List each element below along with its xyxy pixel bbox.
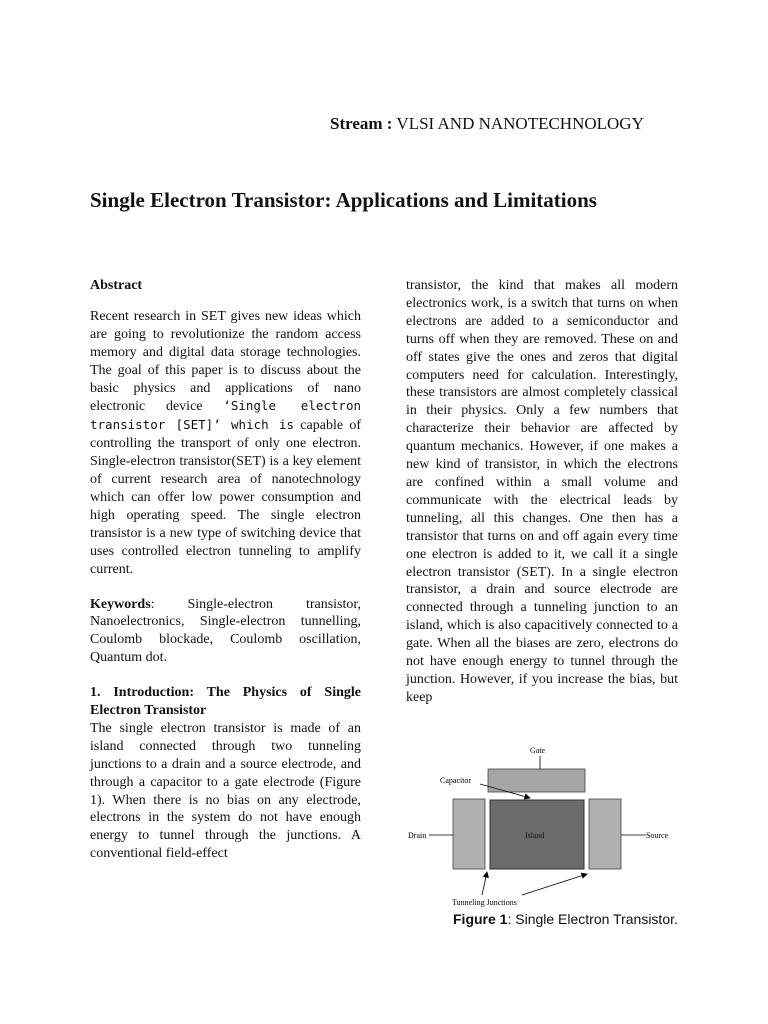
set-diagram [402, 742, 692, 910]
keywords-paragraph [90, 596, 361, 668]
intro-heading: 1. Introduction: The Physics of Single Electron Transistor [90, 685, 361, 719]
abstract-body [90, 308, 361, 579]
keywords-text: : Single-electron transistor, Nanoelectronics, Single-electron tunnelling, Coulomb blockade, Coulomb oscillation, Quantum dot. [90, 596, 361, 666]
abstract-heading: Abstract [90, 278, 143, 293]
stream-label: Stream : [330, 114, 393, 133]
keywords-label: Keywords [90, 596, 151, 612]
paper-title: Single Electron Transistor: Applications and Limitations [90, 188, 597, 212]
island-label: Island [525, 831, 545, 840]
tunneling-arrow-left [482, 872, 487, 895]
source-label: Source [646, 831, 669, 840]
figure-caption [453, 911, 678, 927]
abstract-text-2: capable of controlling the transport of only one electron. Single-electron transistor(SET) is a key element of current research area of nanotechnology which can offer low power consumption and high operating speed. The single electron transistor is a new type of switching device that uses controlled electron tunneling to amplify current. [90, 418, 361, 577]
gate-electrode [488, 769, 585, 792]
left-column [90, 277, 361, 863]
capacitor-label: Capacitor [440, 776, 472, 785]
right-column [406, 277, 678, 707]
tunneling-arrow-right [522, 874, 587, 895]
intro-left-text: The single electron transistor is made of an island connected through two tunneling junctions to a drain and a source electrode, and through a capacitor to a gate electrode (Figure 1). When there is no bias on any electrode, electrons in the system do not have enough energy to tunnel through the junctions. A conventional field-effect [90, 720, 361, 862]
drain-electrode [453, 799, 485, 869]
intro-right-text: transistor, the kind that makes all modern electronics work, is a switch that turns on when electrons are added to a semiconductor and turns off when they are removed. These on and off states give the ones and zeros that digital computers need for calculation. Interestingly, these transistors are almost completely classical in their physics. Only a few numbers that characterize their behavior are affected by quantum mechanics. However, if one makes a new kind of transistor, in which the electrons are confined within a small volume and communicate with the electrical leads by tunneling, all this changes. One then has a transistor that turns on and off again every time one electron is added to it, we call it a single electron transistor (SET). In a single electron transistor, a drain and source electrode are connected through a tunneling junction to an island, which is also capacitively connected to a gate. When all the biases are zero, electrons do not have enough energy to tunnel through the junction. However, if you increase the bias, but keep [406, 278, 678, 705]
stream-value: VLSI AND NANOTECHNOLOGY [392, 114, 644, 133]
caption-label: Figure 1 [453, 911, 508, 927]
gate-label: Gate [530, 746, 546, 755]
abstract-mono-text: ‘Single electron transistor [SET]’ which is [90, 398, 361, 433]
drain-label: Drain [408, 831, 427, 840]
tunneling-label: Tunneling Junctions [452, 898, 517, 907]
abstract-text-1: Recent research in SET gives new ideas which are going to revolutionize the random access memory and digital data storage technologies. The goal of this paper is to discuss about the basic physics and applications of nano electronic device [90, 308, 361, 415]
source-electrode [589, 799, 621, 869]
stream-line [330, 114, 644, 134]
caption-text: : Single Electron Transistor. [507, 911, 678, 927]
